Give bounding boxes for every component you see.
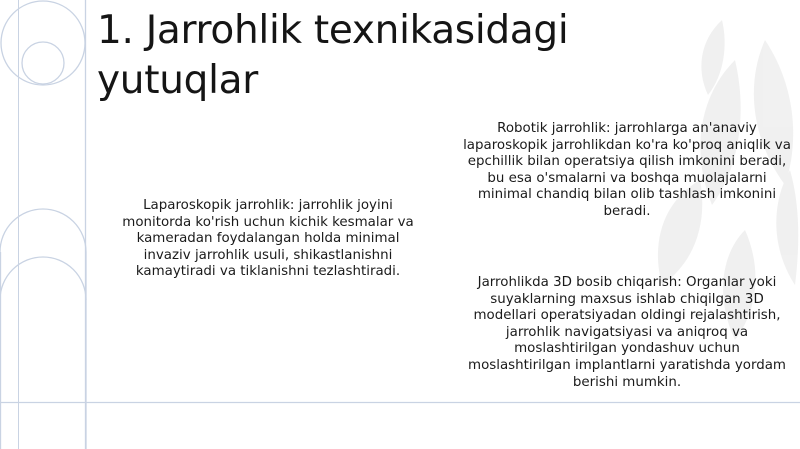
circle-outline-large (1, 1, 85, 85)
text-block-laparoscopic: Laparoskopik jarrohlik: jarrohlik joyini monitorda ko'rish uchun kichik kesmalar va kameradan foydalangan holda minimal invaziv jarrohlik usuli, shikastlanishni kamaytiradi va tiklanishni tezlashtiradi. (122, 198, 414, 280)
text-block-3d-printing: Jarrohlikda 3D bosib chiqarish: Organlar yoki suyaklarning maxsus ishlab chiqilgan 3D modellari operatsiyadan oldingi rejalashtirish, jarrohlik navigatsiyasi va aniqroq va moslashtirilgan yondashuv uchun moslashtirilgan implantlarni yaratishda yordam berishi mumkin. (468, 275, 786, 390)
arc-outline-upper (0, 209, 86, 449)
arc-outline-lower (0, 257, 86, 300)
text-block-robotic: Robotik jarrohlik: jarrohlarga an'anaviy laparoskopik jarrohlikdan ko'ra ko'proq aniqlik va epchillik bilan operatsiya qilish imkonini beradi, bu esa o'smalarni va boshqa muolajalarni minimal chandiq bilan olib tashlash imkonini beradi. (463, 121, 791, 219)
circle-outline-small (22, 42, 64, 84)
slide-title: 1. Jarrohlik texnikasidagi yutuqlar (97, 8, 569, 103)
